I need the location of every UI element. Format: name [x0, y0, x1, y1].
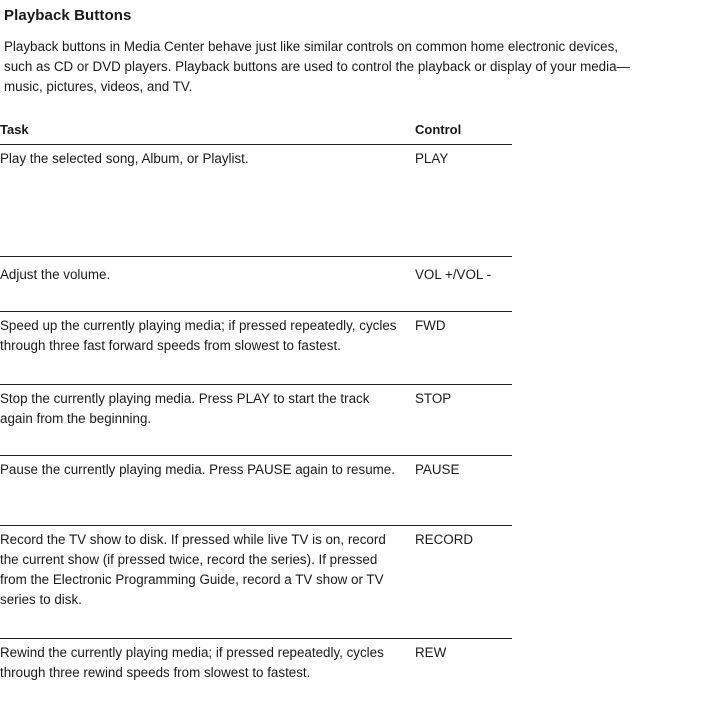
table-row	[0, 385, 512, 456]
document-page	[4, 6, 694, 97]
task-cell: Adjust the volume.	[0, 267, 111, 282]
task-cell: Pause the currently playing media. Press PAUSE again to resume.	[0, 462, 395, 477]
control-cell: PLAY	[415, 151, 449, 166]
playback-buttons-table	[0, 122, 512, 707]
table-row	[0, 145, 512, 257]
section-title: Playback Buttons	[4, 7, 132, 24]
task-cell: Rewind the currently playing media; if pressed repeatedly, cycles through three rewind speeds from slowest to fastest.	[0, 645, 384, 680]
control-cell: RECORD	[415, 532, 474, 547]
table-row	[0, 526, 512, 639]
control-cell: FWD	[415, 318, 446, 333]
table-row	[0, 639, 512, 707]
control-cell: REW	[415, 645, 447, 660]
header-task: Task	[0, 122, 29, 137]
header-control: Control	[415, 122, 462, 137]
table-header	[0, 122, 512, 145]
table-row	[0, 312, 512, 385]
control-cell: STOP	[415, 391, 452, 406]
task-cell: Play the selected song, Album, or Playlist.	[0, 151, 249, 166]
intro-paragraph: Playback buttons in Media Center behave just like similar controls on common home electronic devices, such as CD or DVD players. Playback buttons are used to control the playback or display of your media—music, pictures, videos, and TV.	[4, 39, 630, 94]
control-cell: PAUSE	[415, 462, 460, 477]
table-row	[0, 456, 512, 526]
table-row	[0, 257, 512, 312]
control-cell: VOL +/VOL -	[415, 267, 492, 282]
task-cell: Stop the currently playing media. Press PLAY to start the track again from the beginning.	[0, 391, 370, 426]
task-cell: Speed up the currently playing media; if pressed repeatedly, cycles through three fast forward speeds from slowest to fastest.	[0, 318, 397, 353]
task-cell: Record the TV show to disk. If pressed while live TV is on, record the current show (if pressed twice, record the series). If pressed from the Electronic Programming Guide, record a TV show or TV series to disk.	[0, 532, 386, 607]
